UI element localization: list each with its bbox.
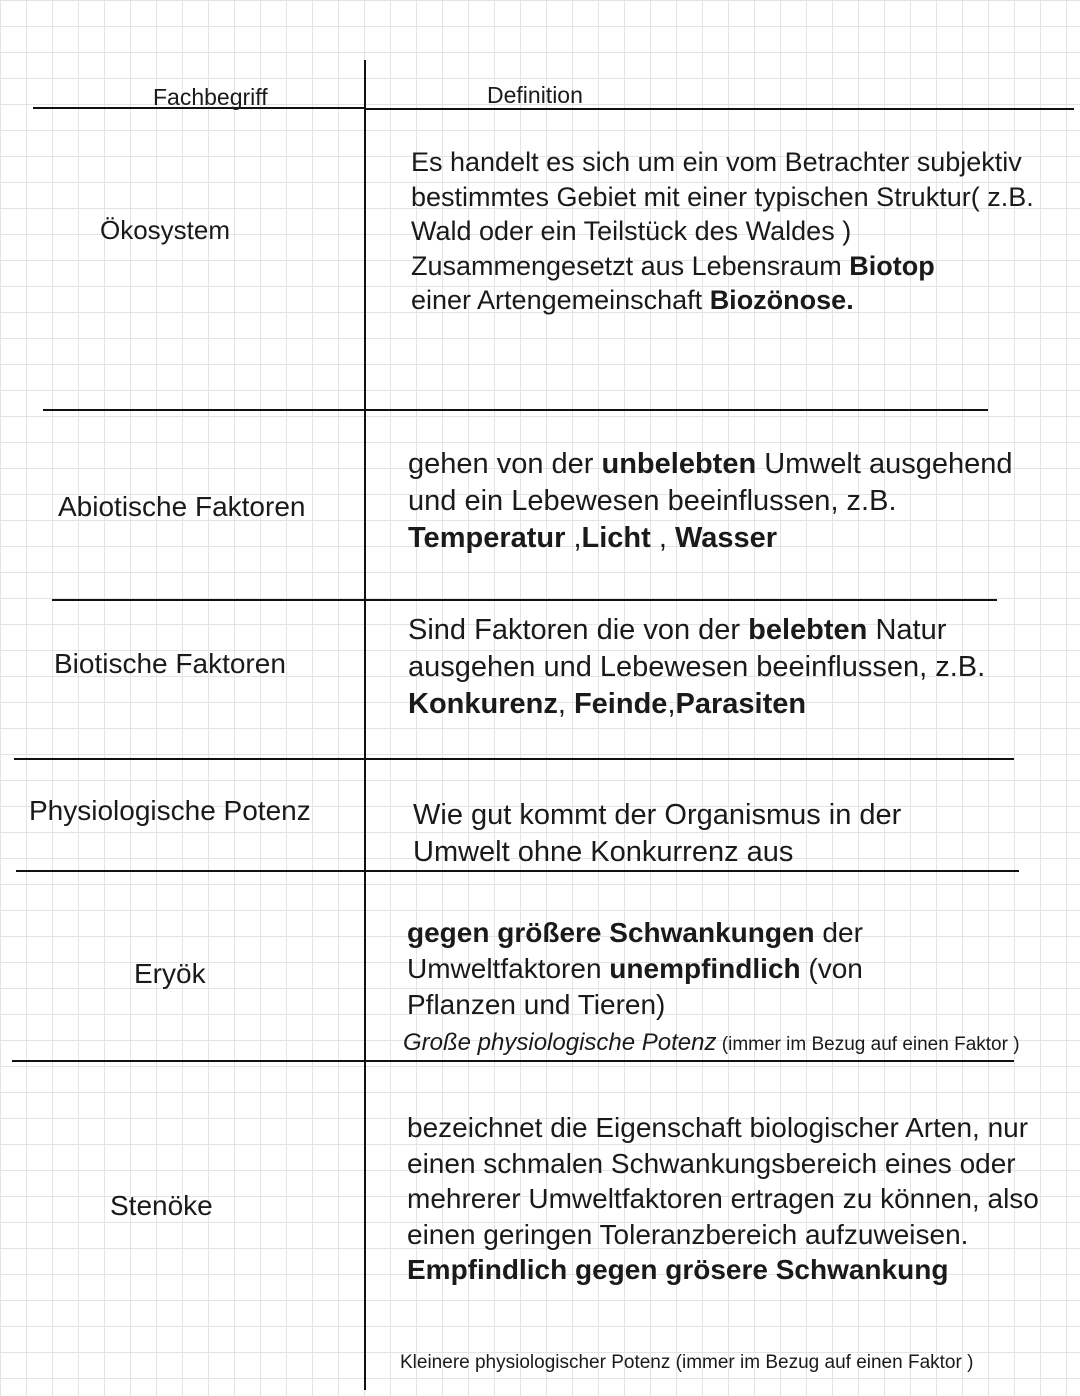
keyword-wasser: Wasser (674, 522, 778, 554)
term-biotische-faktoren: Biotische Faktoren (54, 648, 286, 679)
note-eryoek-italic: Große physiologische Potenz (403, 1029, 717, 1056)
term-abiotische-faktoren: Abiotische Faktoren (58, 491, 306, 522)
keyword-parasiten: Parasiten (675, 688, 807, 720)
definition-oekosystem-p1: Es handelt es sich um ein vom Betrachter subjektiv bestimmtes Gebiet mit einer typischen Struktur( z.B. Wald oder ein Teilstück des Waldes ) (411, 147, 1034, 246)
term-stenoeke: Stenöke (110, 1190, 213, 1221)
term-eryoek: Eryök (134, 958, 206, 989)
keyword-licht: Licht (581, 522, 651, 554)
keyword-konkurenz: Konkurenz (408, 688, 558, 720)
note-stenoeke: Kleinere physiologischer Potenz (immer im Bezug auf einen Faktor ) (400, 1352, 974, 1373)
keyword-feinde: Feinde (573, 688, 668, 720)
keyword-biozoenose: Biozönose. (709, 285, 854, 315)
keyword-groessere-schwankungen: gegen größere Schwankungen (407, 917, 815, 948)
definition-abiotische-faktoren: gehen von der unbelebten Umwelt ausgehend und ein Lebewesen beeinflussen, z.B. Temperatur ,Licht , Wasser (408, 448, 1013, 554)
column-divider (364, 60, 366, 1390)
definition-oekosystem-p3: einer Artengemeinschaft (411, 285, 710, 315)
keyword-biotop: Biotop (849, 250, 935, 281)
note-eryoek: Große physiologische Potenz (immer im Bezug auf einen Faktor ) (403, 1029, 1020, 1056)
row-divider-3 (14, 758, 1014, 760)
keyword-unbelebten: unbelebten (601, 448, 757, 480)
definition-stenoeke: bezeichnet die Eigenschaft biologischer Arten, nur einen schmalen Schwankungsbereich eines oder mehrerer Umweltfaktoren ertragen zu können, also einen geringen Toleranzbereich aufzuweisen. Empfindlich gegen grösere Schwankung (407, 1112, 1039, 1285)
row-divider-2 (52, 599, 997, 601)
header-underline-right (364, 108, 1074, 110)
definition-oekosystem (411, 145, 1051, 318)
header-term: Fachbegriff (153, 84, 268, 110)
row-divider-1 (43, 409, 988, 411)
keyword-unempfindlich: unempfindlich (609, 953, 801, 984)
term-physiologische-potenz: Physiologische Potenz (29, 795, 311, 826)
definition-physiologische-potenz: Wie gut kommt der Organismus in der Umwelt ohne Konkurrenz aus (413, 799, 902, 868)
definition-biotische-faktoren: Sind Faktoren die von der belebten Natur ausgehen und Lebewesen beeinflussen, z.B. Konkurenz, Feinde,Parasiten (408, 614, 986, 720)
row-divider-5 (12, 1060, 1014, 1062)
definition-eryoek: gegen größere Schwankungen der Umweltfaktoren unempfindlich (von Pflanzen und Tieren) (407, 917, 863, 1020)
term-oekosystem: Ökosystem (100, 215, 231, 245)
keyword-belebten: belebten (748, 614, 868, 646)
keyword-temperatur: Temperatur (408, 522, 566, 554)
header-definition: Definition (487, 82, 583, 108)
definition-oekosystem-p2: Zusammengesetzt aus Lebensraum (411, 250, 850, 281)
keyword-empfindlich: Empfindlich gegen grösere Schwankung (407, 1254, 949, 1285)
